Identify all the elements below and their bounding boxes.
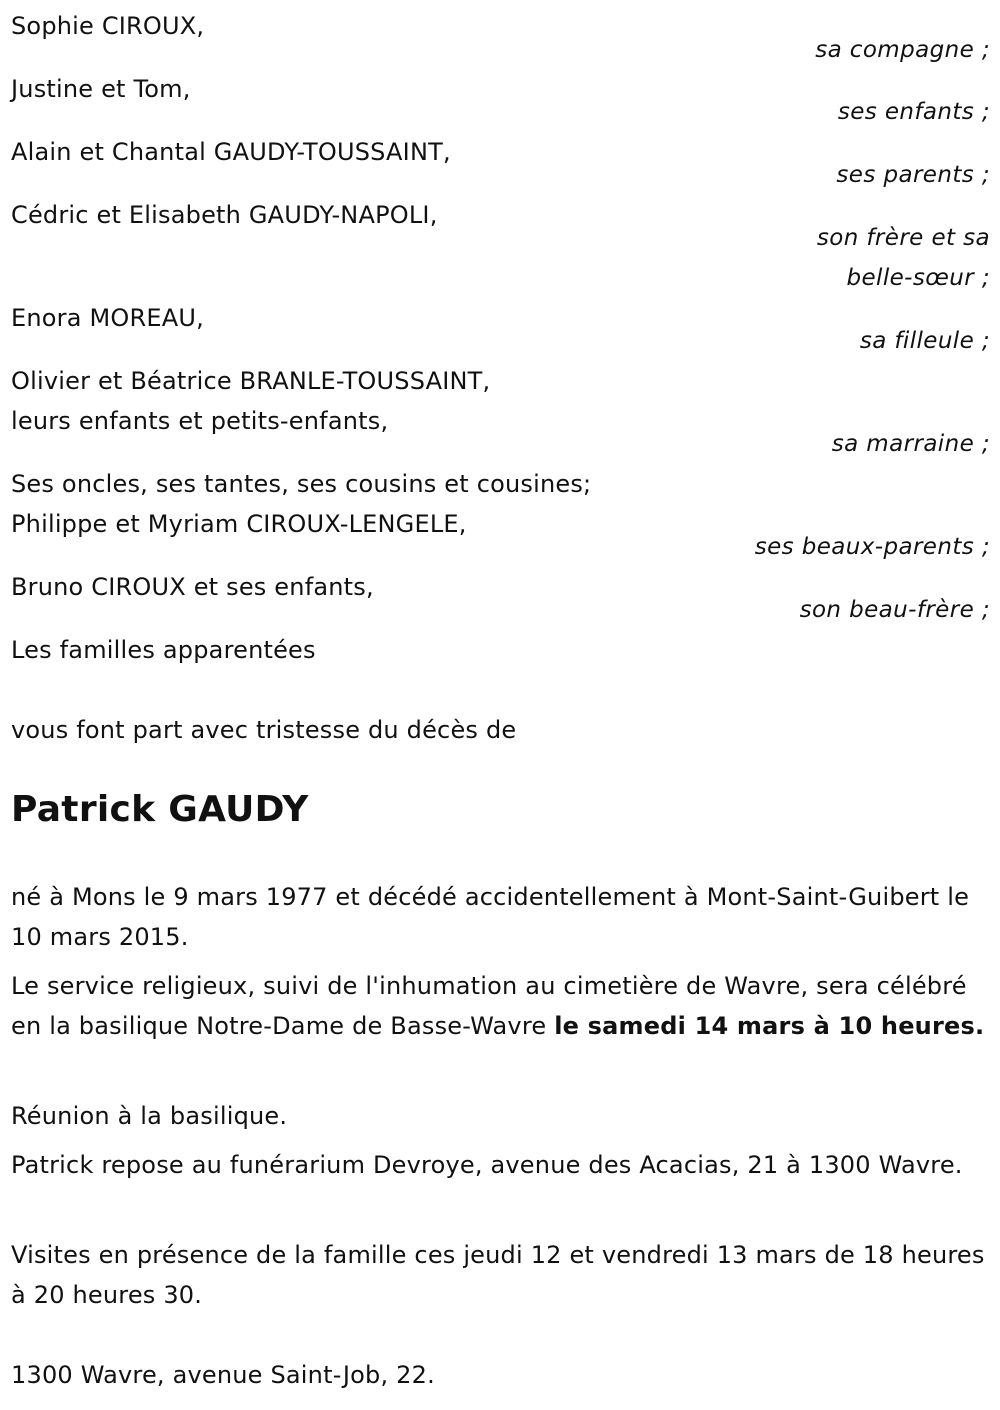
reunion-text: Réunion à la basilique.	[11, 1102, 288, 1130]
funerarium-text: Patrick repose au funérarium Devroye, avenue des Acacias, 21 à 1300 Wavre.	[11, 1151, 963, 1179]
relative-relation: ses beaux-parents ;	[754, 534, 990, 560]
relative-relation: sa compagne ;	[815, 37, 990, 63]
relative-name: Justine et Tom,	[11, 75, 191, 103]
relative-name-cont: Philippe et Myriam CIROUX-LENGELE,	[11, 510, 467, 538]
relative-relation: son beau-frère ;	[799, 597, 990, 623]
relative-name: Alain et Chantal GAUDY-TOUSSAINT,	[11, 138, 451, 166]
service-date: le samedi 14 mars à 10 heures.	[554, 1012, 985, 1040]
relative-name: Cédric et Elisabeth GAUDY-NAPOLI,	[11, 201, 438, 229]
relative-name: Ses oncles, ses tantes, ses cousins et cousines;	[11, 470, 592, 498]
relative-name: Les familles apparentées	[11, 636, 316, 664]
relative-name-cont: leurs enfants et petits-enfants,	[11, 407, 389, 435]
relative-relation: ses parents ;	[836, 162, 990, 188]
relative-relation: sa marraine ;	[831, 431, 990, 457]
service-text	[11, 966, 986, 1046]
relative-relation: son frère et sa	[816, 225, 990, 251]
birth-death-text: né à Mons le 9 mars 1977 et décédé accidentellement à Mont-Saint-Guibert le 10 mars 2015.	[11, 883, 970, 951]
address-text: 1300 Wavre, avenue Saint-Job, 22.	[11, 1361, 435, 1389]
relative-relation: sa filleule ;	[859, 328, 990, 354]
relative-name: Bruno CIROUX et ses enfants,	[11, 573, 374, 601]
visits-text: Visites en présence de la famille ces jeudi 12 et vendredi 13 mars de 18 heures à 20 heures 30.	[11, 1241, 985, 1309]
deceased-name: Patrick GAUDY	[11, 789, 309, 830]
announcement-text: vous font part avec tristesse du décès de	[11, 716, 517, 744]
relative-name: Sophie CIROUX,	[11, 12, 205, 40]
service-description: Le service religieux, suivi de l'inhumation au cimetière de Wavre, sera célébré en la basilique Notre-Dame de Basse-Wavre	[11, 972, 967, 1040]
relative-name: Enora MOREAU,	[11, 304, 204, 332]
relative-relation-cont: belle-sœur ;	[846, 265, 990, 291]
relative-relation: ses enfants ;	[837, 99, 990, 125]
relative-name: Olivier et Béatrice BRANLE-TOUSSAINT,	[11, 367, 491, 395]
